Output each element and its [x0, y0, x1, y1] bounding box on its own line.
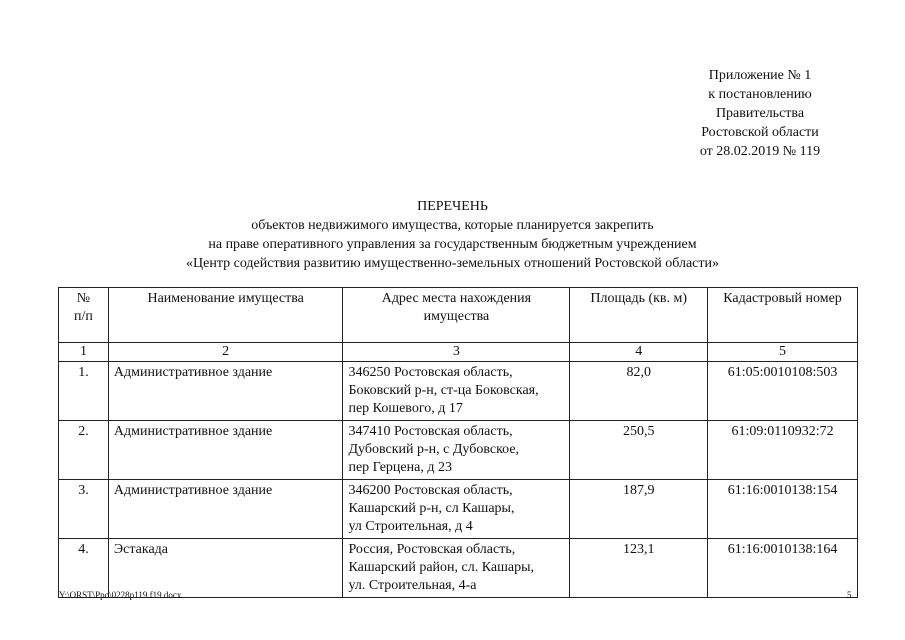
appendix-line-2: к постановлению — [708, 87, 812, 102]
column-number: 3 — [343, 343, 570, 362]
column-number: 4 — [570, 343, 708, 362]
property-area: 82,0 — [570, 362, 708, 421]
footer-page-number: 5 — [847, 590, 852, 600]
row-number: 4. — [59, 539, 109, 598]
row-number: 2. — [59, 421, 109, 480]
appendix-line-4: Ростовской области — [701, 125, 819, 140]
table-row — [59, 480, 858, 539]
property-name: Административное здание — [108, 421, 343, 480]
header-area: Площадь (кв. м) — [570, 288, 708, 343]
cadastral-number: 61:16:0010138:164 — [708, 539, 858, 598]
table-row — [59, 539, 858, 598]
property-name: Административное здание — [108, 480, 343, 539]
title-heading: ПЕРЕЧЕНЬ — [417, 199, 488, 214]
footer-file-path: Y:\ORST\Ppo\0228p119.f19.docx — [59, 590, 182, 600]
column-number: 1 — [59, 343, 109, 362]
table-row — [59, 421, 858, 480]
appendix-block — [640, 66, 880, 161]
appendix-line-5: от 28.02.2019 № 119 — [699, 144, 821, 159]
header-name: Наименование имущества — [108, 288, 343, 343]
header-num: № п/п — [59, 288, 109, 343]
header-address: Адрес места нахождения имущества — [343, 288, 570, 343]
property-area: 250,5 — [570, 421, 708, 480]
table-row — [59, 362, 858, 421]
property-area: 123,1 — [570, 539, 708, 598]
title-line-1: объектов недвижимого имущества, которые планируется закрепить — [251, 218, 654, 233]
property-table — [58, 287, 858, 598]
document-title — [0, 197, 905, 273]
property-address: 347410 Ростовская область, Дубовский р-н, с Дубовское, пер Герцена, д 23 — [343, 421, 570, 480]
property-name: Административное здание — [108, 362, 343, 421]
cadastral-number: 61:05:0010108:503 — [708, 362, 858, 421]
appendix-line-3: Правительства — [715, 106, 805, 121]
row-number: 3. — [59, 480, 109, 539]
property-address: 346200 Ростовская область, Кашарский р-н, сл Кашары, ул Строительная, д 4 — [343, 480, 570, 539]
title-line-3: «Центр содействия развитию имущественно-земельных отношений Ростовской области» — [186, 256, 719, 271]
column-number: 2 — [108, 343, 343, 362]
cadastral-number: 61:09:0110932:72 — [708, 421, 858, 480]
table-header-row — [59, 288, 858, 343]
property-name: Эстакада — [108, 539, 343, 598]
property-address: Россия, Ростовская область, Кашарский район, сл. Кашары, ул. Строительная, 4-а — [343, 539, 570, 598]
header-cadastral: Кадастровый номер — [708, 288, 858, 343]
title-line-2: на праве оперативного управления за государственным бюджетным учреждением — [208, 237, 697, 252]
appendix-line-1: Приложение № 1 — [708, 68, 812, 83]
column-number: 5 — [708, 343, 858, 362]
property-address: 346250 Ростовская область, Боковский р-н, ст-ца Боковская, пер Кошевого, д 17 — [343, 362, 570, 421]
cadastral-number: 61:16:0010138:154 — [708, 480, 858, 539]
column-number-row — [59, 343, 858, 362]
row-number: 1. — [59, 362, 109, 421]
property-area: 187,9 — [570, 480, 708, 539]
